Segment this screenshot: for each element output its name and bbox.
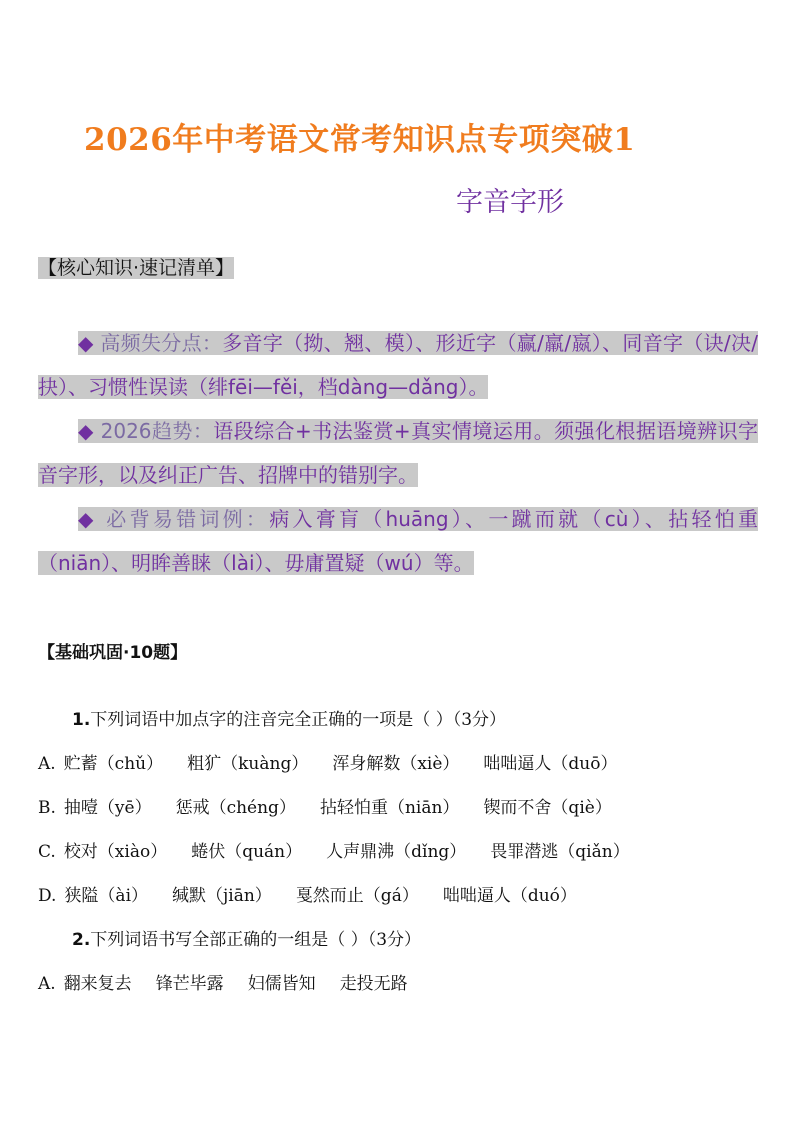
option-row: C. 校对（xiào） 蜷伏（quán） 人声鼎沸（dǐng） 畏罪潜逃（qiǎn） bbox=[38, 842, 630, 862]
document-subtitle: 字音字形 bbox=[456, 187, 564, 218]
question-stem: 2.下列词语书写全部正确的一组是（ ）（3分） bbox=[72, 930, 422, 950]
core-item: ◆ 2026趋势：语段综合+书法鉴赏+真实情境运用。须强化根据语境辨识字音字形，以及纠正广告、招牌中的错别字。 bbox=[38, 419, 759, 487]
option-row: A. 贮蓄（chǔ） 粗犷（kuàng） 浑身解数（xiè） 咄咄逼人（duō） bbox=[38, 754, 618, 774]
document-title: 2026年中考语文常考知识点专项突破1 bbox=[84, 122, 636, 158]
option-row: B. 抽噎（yē） 惩戒（chéng） 拈轻怕重（niān） 锲而不舍（qiè） bbox=[38, 798, 612, 818]
question-stem: 1.下列词语中加点字的注音完全正确的一项是（ ）（3分） bbox=[72, 710, 507, 730]
diamond-bullet-icon: ◆ bbox=[78, 419, 94, 443]
question-list bbox=[38, 706, 768, 1014]
option-row: D. 狭隘（ài） 缄默（jiān） 戛然而止（gá） 咄咄逼人（duó） bbox=[38, 886, 577, 906]
diamond-bullet-icon: ◆ bbox=[78, 507, 97, 531]
core-item: ◆ 高频失分点：多音字（拗、翘、模）、形近字（赢/羸/嬴）、同音字（诀/决/抉）、习惯性误读（绯fēi—fěi，档dàng—dǎng）。 bbox=[38, 331, 759, 399]
option-row: A. 翻来复去 锋芒毕露 妇儒皆知 走投无路 bbox=[38, 974, 408, 994]
basic-section-heading: 【基础巩固·10题】 bbox=[38, 643, 188, 663]
core-section-heading: 【核心知识·速记清单】 bbox=[38, 257, 235, 279]
core-knowledge-list bbox=[38, 321, 758, 585]
core-item: ◆ 必背易错词例：病入膏肓（huāng）、一蹴而就（cù）、拈轻怕重（niān）、明眸善睐（lài）、毋庸置疑（wú）等。 bbox=[38, 507, 759, 575]
diamond-bullet-icon: ◆ bbox=[78, 331, 94, 355]
